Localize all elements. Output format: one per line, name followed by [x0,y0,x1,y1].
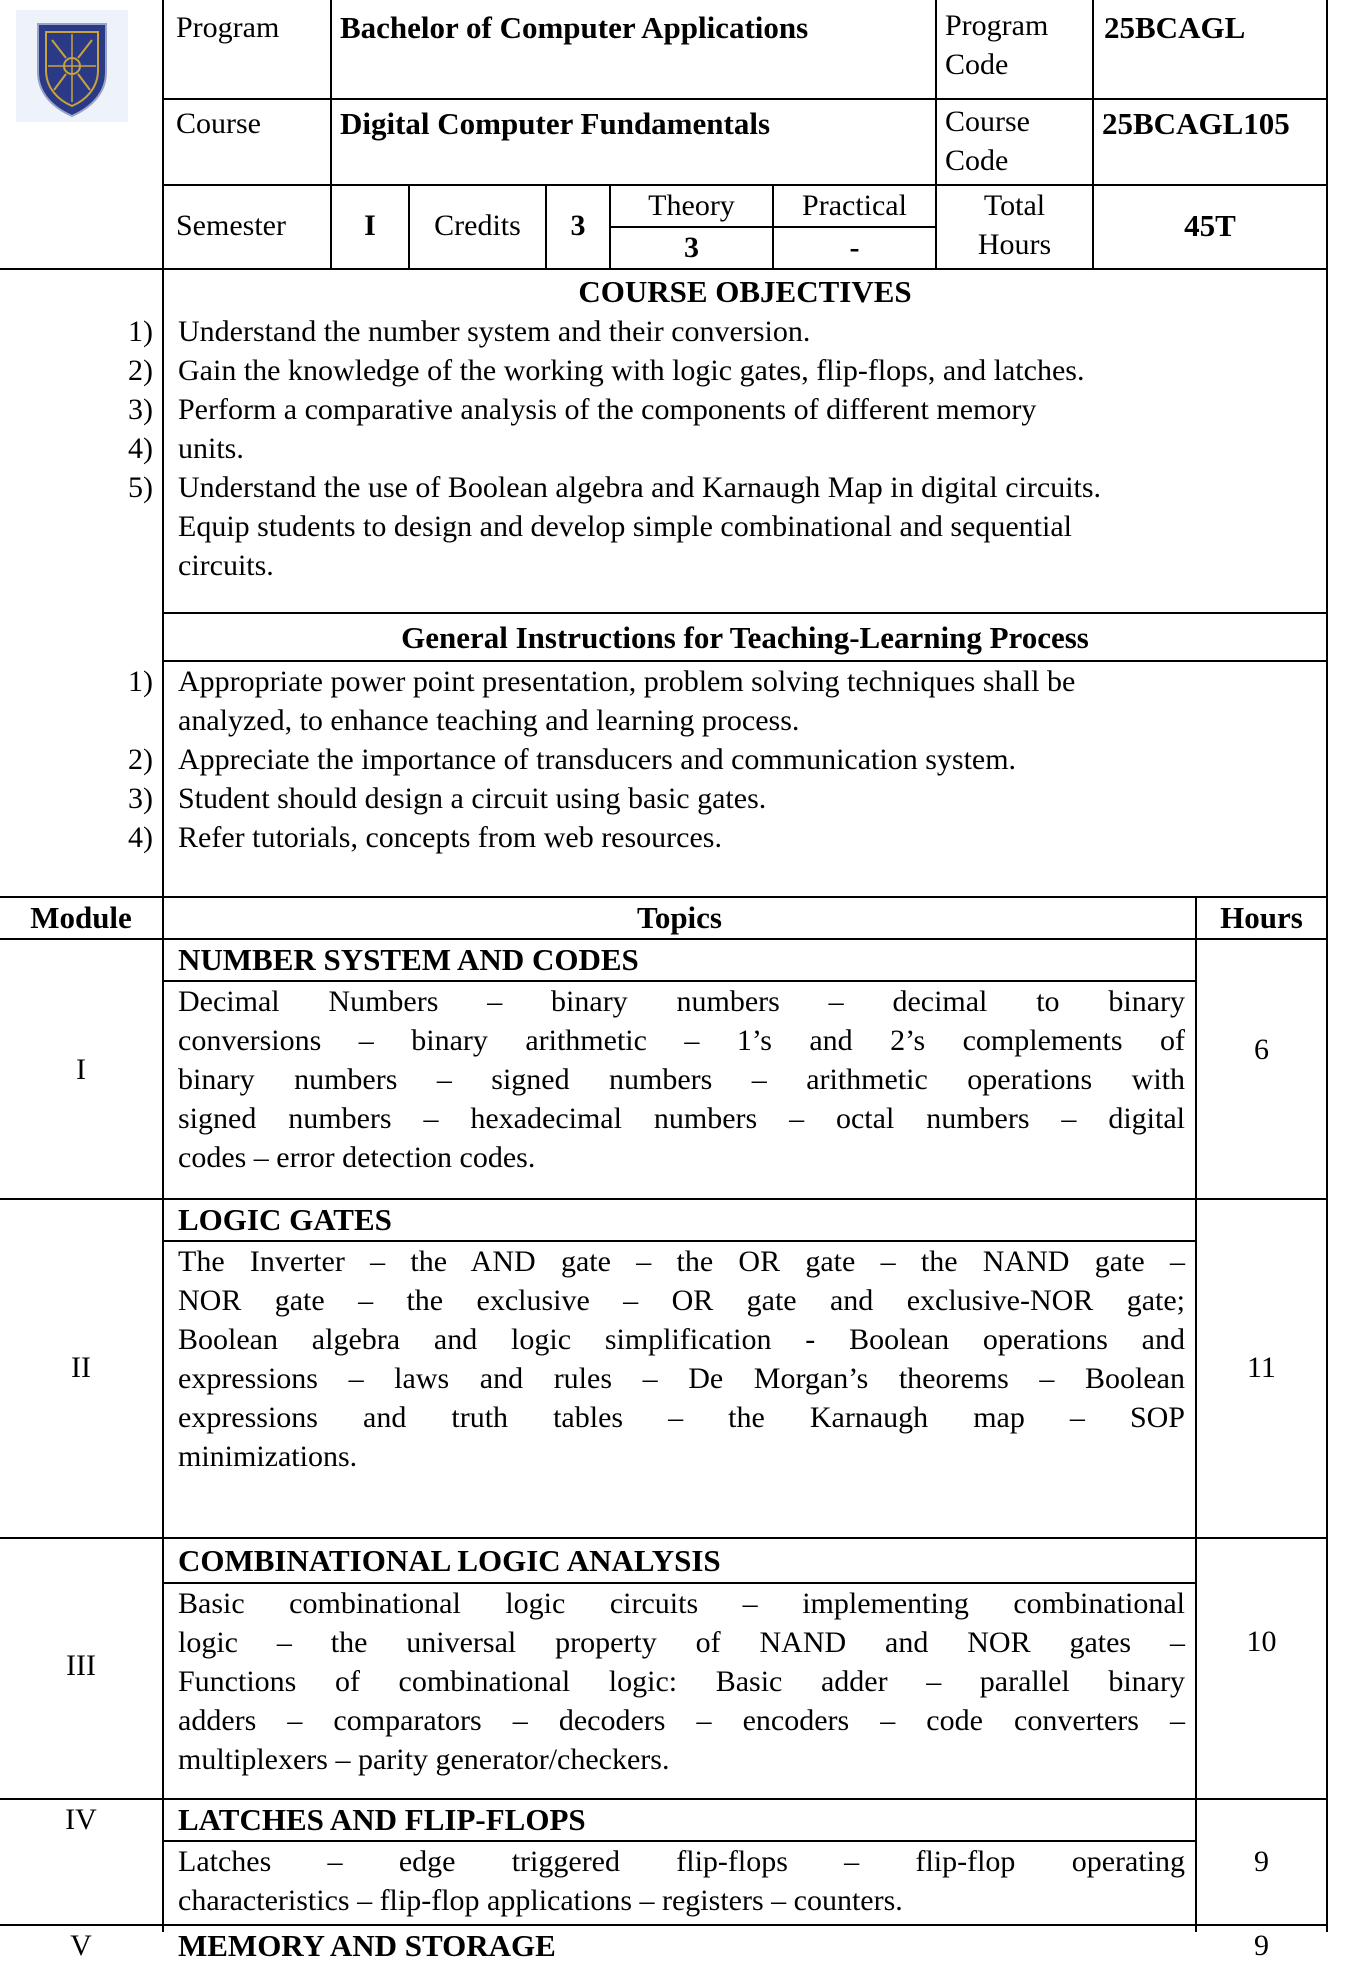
objective-line: Gain the knowledge of the working with logic gates, flip-flops, and latches. [178,354,1085,387]
module-number: III [66,1649,96,1682]
instructions-numbers: 1) 2) 3) 4) [128,665,153,854]
theory-label: Theory [648,189,735,222]
theory-value: 3 [684,231,699,264]
program-name: Bachelor of Computer Applications [340,10,809,45]
module-number: V [70,1929,92,1962]
grid-line [1326,0,1328,1932]
instruction-line: Refer tutorials, concepts from web resources. [178,821,722,854]
objectives-list [178,312,1326,612]
module-topics: Basic combinational logic circuits – implementing combinational logic – the universal property of NAND and NOR gates – Functions of combinational logic: Basic adder – parallel binary adders – comparators – decoders – encoders – code converters – multiplexers – parity generator/checkers. [178,1587,1185,1776]
module-topics: The Inverter – the AND gate – the OR gate – the NAND gate – NOR gate – the exclusive – OR gate and exclusive-NOR gate; Boolean algebra and logic simplification - Boolean operations and expressions – laws and rules – De Morgan’s theorems – Boolean expressions and truth tables – the Karnaugh map – SOP minimizations. [178,1245,1185,1473]
module-number: II [71,1351,91,1384]
module-number: I [76,1053,86,1086]
program-code-label: Program Code [945,9,1049,81]
objective-line: Perform a comparative analysis of the components of different memory [178,393,1037,426]
grid-line [0,268,1328,270]
module-number: IV [65,1803,97,1836]
total-hours-label: Total Hours [977,189,1052,261]
module-hours: 9 [1254,1845,1269,1878]
hours-header: Hours [1220,900,1303,935]
total-hours-value: 45T [1184,208,1236,243]
objectives-numbers: 1) 2) 3) 4) 5) [128,315,153,504]
module-title: NUMBER SYSTEM AND CODES [178,942,639,977]
semester-value: I [364,209,376,242]
objectives-title: COURSE OBJECTIVES [578,274,912,309]
instruction-line: Appropriate power point presentation, problem solving techniques shall be [178,665,1076,698]
credits-label: Credits [434,209,521,242]
course-label: Course [176,107,261,140]
program-label: Program [176,11,280,44]
objective-line: Equip students to design and develop simple combinational and sequential [178,510,1072,543]
module-title: COMBINATIONAL LOGIC ANALYSIS [178,1543,721,1578]
course-code-label: Course Code [945,105,1030,177]
topics-header: Topics [636,900,722,935]
module-topics: Decimal Numbers – binary numbers – decimal to binary conversions – binary arithmetic – 1’s and 2’s complements of binary numbers – signed numbers – arithmetic operations with signed numbers – hexadecimal numbers – octal numbers – digital codes – error detection codes. [178,985,1185,1174]
objective-line: units. [178,432,244,465]
instruction-line: Student should design a circuit using basic gates. [178,782,767,815]
credits-value: 3 [570,209,586,242]
instruction-line: analyzed, to enhance teaching and learning process. [178,704,800,737]
institution-logo [16,10,128,122]
practical-value: - [849,231,860,264]
module-hours: 9 [1254,1929,1269,1962]
semester-label: Semester [176,209,286,242]
module-hours: 10 [1246,1625,1277,1658]
module-title: LATCHES AND FLIP-FLOPS [178,1802,586,1837]
module-title: MEMORY AND STORAGE [178,1928,556,1963]
module-hours: 11 [1247,1351,1276,1384]
grid-line [0,1537,1328,1539]
course-code: 25BCAGL105 [1102,106,1290,141]
objective-line: circuits. [178,549,274,582]
practical-label: Practical [802,189,907,222]
module-topics: Latches – edge triggered flip-flops – flip-flop operating characteristics – flip-flop applications – registers – counters. [178,1845,1185,1917]
module-title: LOGIC GATES [178,1202,392,1237]
instructions-list [178,662,1326,896]
instruction-line: Appreciate the importance of transducers and communication system. [178,743,1017,776]
objective-line: Understand the number system and their conversion. [178,315,811,348]
instructions-title: General Instructions for Teaching-Learning Process [401,620,1089,655]
crest-icon [16,10,128,122]
objective-line: Understand the use of Boolean algebra and Karnaugh Map in digital circuits. [178,471,1102,504]
course-name: Digital Computer Fundamentals [340,106,771,141]
program-code: 25BCAGL [1104,10,1246,45]
grid-line [164,612,1328,614]
module-header: Module [30,900,132,935]
module-hours: 6 [1254,1033,1269,1066]
